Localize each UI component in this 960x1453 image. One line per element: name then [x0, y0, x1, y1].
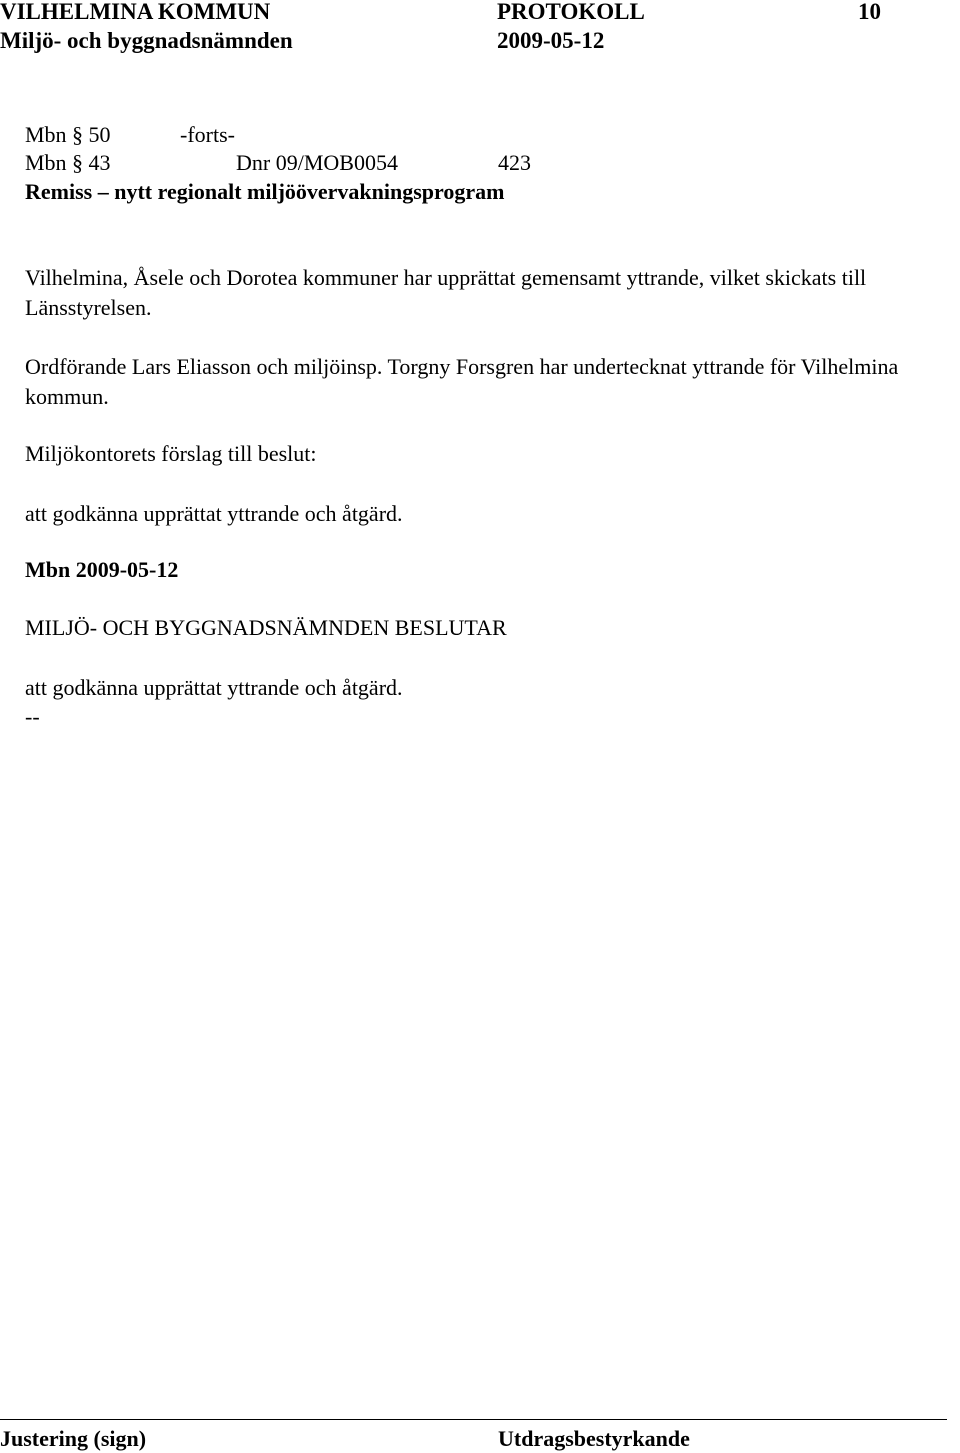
- paragraph-2: Ordförande Lars Eliasson och miljöinsp. Torgny Forsgren har undertecknat yttrande för Vilhelmina kommun.: [25, 354, 899, 409]
- end-mark: --: [25, 704, 40, 729]
- header-committee: Miljö- och byggnadsnämnden: [0, 28, 293, 53]
- header-date: 2009-05-12: [497, 28, 605, 53]
- item-title: Remiss – nytt regionalt miljöövervakningsprogram: [25, 179, 505, 204]
- proposal-text: att godkänna upprättat yttrande och åtgärd.: [25, 501, 403, 526]
- header-org: VILHELMINA KOMMUN: [0, 0, 271, 24]
- ref-code: 423: [498, 150, 531, 175]
- meeting-heading: Mbn 2009-05-12: [25, 557, 179, 582]
- footer-utdragsbestyrkande: Utdragsbestyrkande: [498, 1426, 690, 1451]
- decision-text: att godkänna upprättat yttrande och åtgärd.: [25, 675, 403, 700]
- paragraph-1: Vilhelmina, Åsele och Dorotea kommuner har upprättat gemensamt yttrande, vilket skickats till Länsstyrelsen.: [25, 265, 867, 320]
- footer-rule: [0, 1419, 947, 1420]
- ref-mbn-50: Mbn § 50: [25, 122, 111, 147]
- footer-justering: Justering (sign): [0, 1426, 147, 1451]
- header-page-number: 10: [858, 0, 881, 24]
- ref-forts: -forts-: [180, 122, 235, 147]
- ref-dnr: Dnr 09/MOB0054: [236, 150, 398, 175]
- decision-heading: MILJÖ- OCH BYGGNADSNÄMNDEN BESLUTAR: [25, 615, 507, 640]
- header-doc-type: PROTOKOLL: [497, 0, 645, 24]
- ref-mbn-43: Mbn § 43: [25, 150, 111, 175]
- proposal-label: Miljökontorets förslag till beslut:: [25, 441, 317, 466]
